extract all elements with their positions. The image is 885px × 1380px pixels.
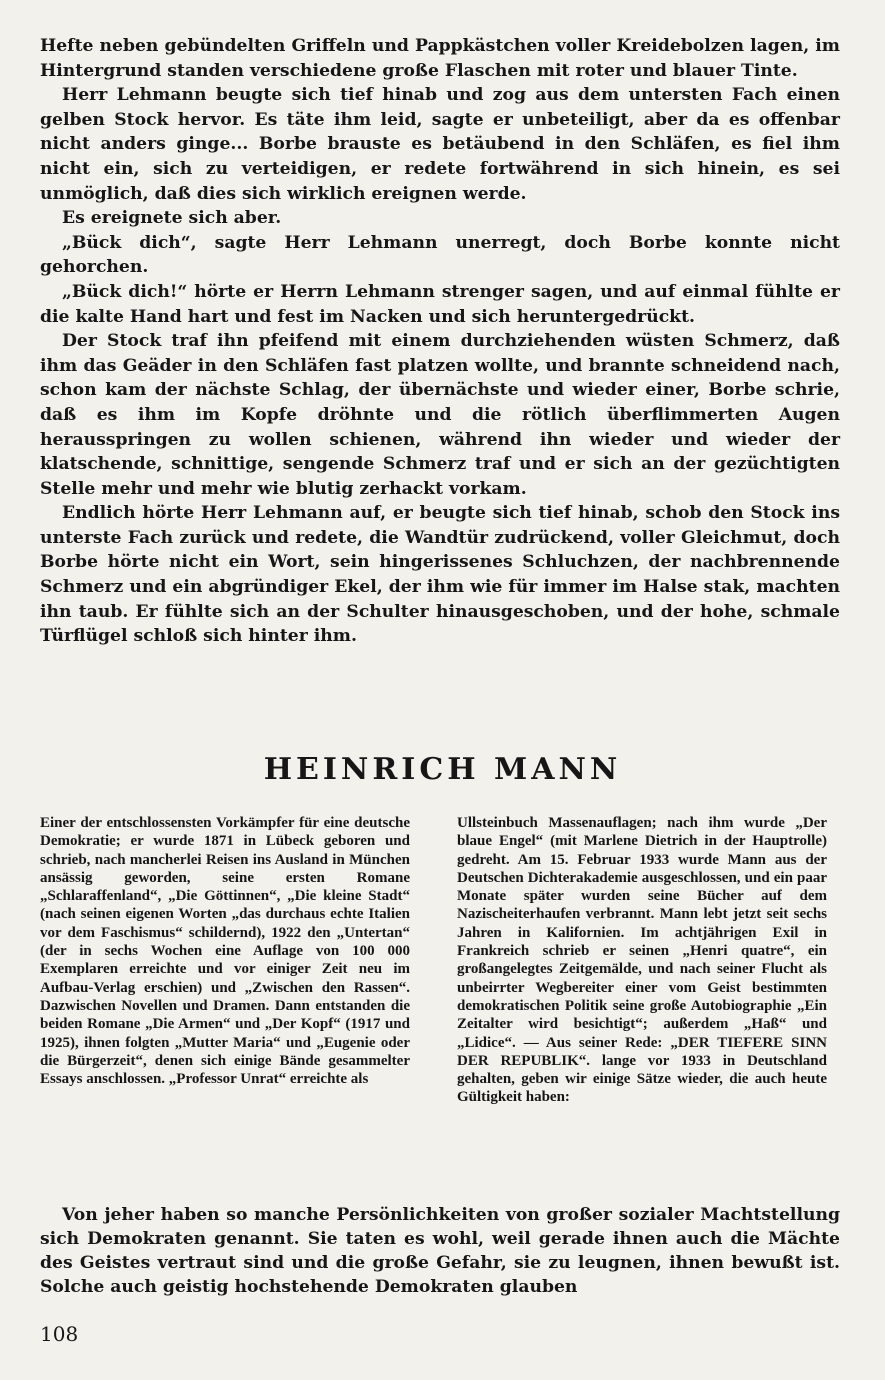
story-paragraph: Der Stock traf ihn pfeifend mit einem durchziehenden wüsten Schmerz, daß ihm das Geäder in den Schläfen fast platzen wollte, und brannte schneidend nach, schon kam der nächste Schlag, der übernächste und wieder einer, Borbe schrie, daß es ihm im Kopfe dröhnte und die rötlich überflimmerten Augen herausspringen zu wollen schienen, während ihn wieder und wieder der klatschende, schnittige, sengende Schmerz traf und er sich an der gezüchtigten Stelle mehr und mehr wie blutig zerhackt vorkam. — [40, 331, 840, 499]
story-paragraph: „Bück dich!“ hörte er Herrn Lehmann strenger sagen, und auf einmal fühlte er die kalte Hand hart und fest im Nacken und sich heruntergedrückt. — [40, 281, 840, 327]
page-number: 108 — [40, 1322, 79, 1346]
quote-paragraph: Von jeher haben so manche Persönlichkeiten von großer sozialer Machtstellung sich Demokraten genannt. Sie taten es wohl, weil gerade ihnen auch die Mächte des Geistes vertraut sind und die große Gefahr, sie zu leugnen, ihnen bewußt ist. Solche auch geistig hochstehende Demokraten glauben — [40, 1205, 840, 1297]
bio-column-right — [457, 814, 827, 1107]
story-paragraph: Endlich hörte Herr Lehmann auf, er beugte sich tief hinab, schob den Stock ins unterste Fach zurück und redete, die Wandtür zudrückend, voller Gleichmut, doch Borbe hörte nicht ein Wort, sein hingerissenes Schluchzen, der nachbrennende Schmerz und ein abgründiger Ekel, der ihm wie für immer im Halse stak, machten ihn taub. Er fühlte sich an der Schulter hinausgeschoben, und der hohe, schmale Türflügel schloß sich hinter ihm. — [40, 503, 840, 647]
bio-text-left: Einer der entschlossensten Vorkämpfer für eine deutsche Demokratie; er wurde 1871 in Lübeck geboren und schrieb, nach mancherlei Reisen ins Ausland in München ansässig geworden, seine ersten Romane „Schlaraffenland“, „Die Göttinnen“, „Die kleine Stadt“ (nach seinen eigenen Worten „das durchaus echte Italien vor dem Faschismus“ schildernd), 1922 den „Untertan“ (der in sechs Wochen eine Auflage von 100 000 Exemplaren erreichte und vor einiger Zeit neu im Aufbau-Verlag erschien) und „Zwischen den Rassen“. Dazwischen Novellen und Dramen. Dann entstanden die beiden Romane „Die Armen“ und „Der Kopf“ (1917 und 1925), ihnen folgten „Mutter Maria“ und „Eugenie oder die Bürgerzeit“, denen sich einige Bände gesammelter Essays anschlossen. „Professor Unrat“ erreichte als — [40, 815, 410, 1088]
quote-text — [40, 1203, 840, 1299]
bio-column-left — [40, 814, 410, 1088]
section-heading: HEINRICH MANN — [263, 752, 622, 787]
story-paragraph: „Bück dich“, sagte Herr Lehmann unerregt, doch Borbe konnte nicht gehorchen. — [40, 232, 840, 278]
story-paragraph: Es ereignete sich aber. — [62, 208, 282, 229]
bio-text-right: Ullsteinbuch Massenauflagen; nach ihm wurde „Der blaue Engel“ (mit Marlene Dietrich in der Hauptrolle) gedreht. Am 15. Februar 1933 wurde Mann aus der Deutschen Dichterakademie ausgeschlossen, und ein paar Monate später wurden seine Bücher auf dem Nazischeiterhaufen verbrannt. Mann lebt jetzt seit sechs Jahren in Kalifornien. Im achtjährigen Exil in Frankreich schrieb er seinen „Henri quatre“, ein großangelegtes Zeitgemälde, und nach seiner Flucht als unbeirrter Wegbereiter einer vom Geist bestimmten demokratischen Politik seine große Autobiographie „Ein Zeitalter wird besichtigt“; außerdem „Haß“ und „Lidice“. — Aus seiner Rede: „DER TIEFERE SINN DER REPUBLIK“. lange vor 1933 in Deutschland gehalten, geben wir einige Sätze wieder, die auch heute Gültigkeit haben: — [457, 815, 827, 1106]
story-text — [40, 34, 840, 649]
story-paragraph: Hefte neben gebündelten Griffeln und Pappkästchen voller Kreidebolzen lagen, im Hintergrund standen verschiedene große Flaschen mit roter und blauer Tinte. — [40, 36, 840, 81]
story-paragraph: Herr Lehmann beugte sich tief hinab und zog aus dem untersten Fach einen gelben Stock hervor. Es täte ihm leid, sagte er unbeteiligt, aber da es offenbar nicht anders ginge... Borbe brauste es betäubend in den Schläfen, es fiel ihm nicht ein, sich zu verteidigen, er redete fortwährend in sich hinein, es sei unmöglich, daß dies sich wirklich ereignen werde. — [40, 85, 840, 204]
